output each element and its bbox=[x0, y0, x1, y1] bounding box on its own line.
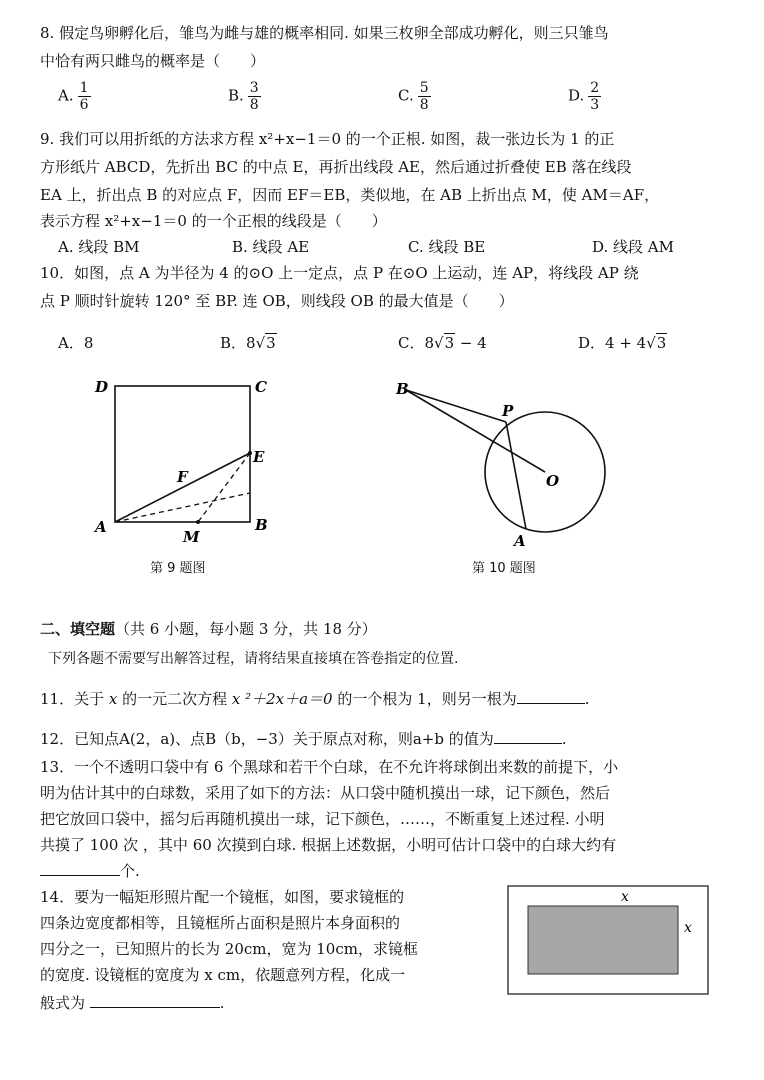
q13-line4: 共摸了 100 次 ，其中 60 次摸到白球. 根据上述数据，小明可估计口袋中的白球大约有 bbox=[40, 836, 617, 854]
q13-line1: 13．一个不透明口袋中有 6 个黑球和若干个白球，在不允许将球倒出来数的前提下，小 bbox=[40, 758, 619, 776]
fig9-label-f: F bbox=[177, 468, 188, 486]
fig9-label-b: B bbox=[255, 516, 268, 534]
section2-meta: （共 6 小题，每小题 3 分，共 18 分） bbox=[115, 620, 377, 638]
figure-10 bbox=[390, 370, 620, 550]
q9-line1: 9. 我们可以用折纸的方法求方程 x²+x−1＝0 的一个正根. 如图，裁一张边长为 1 的正 bbox=[40, 130, 615, 148]
section2-heading bbox=[40, 616, 377, 642]
fig9-square bbox=[115, 386, 250, 522]
q11-answer-blank bbox=[517, 687, 585, 704]
q14-answer-blank bbox=[90, 991, 220, 1008]
q9-option-c: C. 线段 BE bbox=[408, 238, 486, 256]
q10-option-b: B．8√3 bbox=[220, 334, 276, 352]
q14-line2: 四条边宽度都相等，且镜框所占面积是照片本身面积的 bbox=[40, 914, 401, 932]
sqrt-icon: √ bbox=[434, 334, 444, 352]
q10-line2: 点 P 顺时针旋转 120° 至 BP. 连 OB，则线段 OB 的最大值是（ ） bbox=[40, 292, 514, 310]
fig9-label-e: E bbox=[253, 448, 265, 466]
fig9-label-c: C bbox=[255, 378, 267, 396]
q14-line5: 般式为 . bbox=[40, 990, 225, 1016]
section2-title: 二、填空题 bbox=[40, 620, 116, 638]
q9-option-b: B. 线段 AE bbox=[232, 238, 310, 256]
q10-option-c: C．8√3 − 4 bbox=[398, 334, 487, 352]
q11-line: 11．关于 x 的一元二次方程 x ²＋2x＋a＝0 的一个根为 1，则另一根为 . bbox=[40, 686, 589, 712]
sqrt-icon: √ bbox=[255, 334, 266, 352]
fig10-caption: 第 10 题图 bbox=[472, 561, 536, 576]
q10-line1: 10．如图，点 A 为半径为 4 的⊙O 上一定点，点 P 在⊙O 上运动，连 AP，将线段 AP 绕 bbox=[40, 264, 639, 282]
q14-line4: 的宽度. 设镜框的宽度为 x cm，依题意列方程，化成一 bbox=[40, 966, 406, 984]
fig10-label-a: A bbox=[514, 532, 526, 550]
fig10-segment-pa bbox=[506, 422, 526, 529]
q9-line4: 表示方程 x²+x−1＝0 的一个正根的线段是（ ） bbox=[40, 212, 387, 230]
figure-9 bbox=[85, 370, 285, 550]
q8-option-b-fraction: $\frac{3}{8}$ bbox=[249, 80, 259, 113]
q13-line2: 明为估计其中的白球数，采用了如下的方法：从口袋中随机摸出一球，记下颜色，然后 bbox=[40, 784, 611, 802]
fig9-label-d: D bbox=[95, 378, 109, 396]
q14-line1: 14．要为一幅矩形照片配一个镜框，如图，要求镜框的 bbox=[40, 888, 405, 906]
q8-option-c: C. $\frac{5}{8}$ bbox=[398, 80, 429, 113]
q14-line3: 四分之一，已知照片的长为 20cm，宽为 10cm，求镜框 bbox=[40, 940, 418, 958]
q8-option-a: A. $\frac{1}{6}$ bbox=[58, 80, 89, 113]
fig9-segment-ae bbox=[115, 453, 250, 522]
fig10-segment-bp bbox=[406, 390, 506, 422]
fig9-label-a: A bbox=[95, 518, 107, 536]
q8-option-a-fraction: $\frac{1}{6}$ bbox=[79, 80, 89, 113]
fig9-fold-line-em bbox=[198, 453, 250, 522]
fig10-label-o: O bbox=[546, 472, 560, 490]
q13-line5: 个. bbox=[40, 858, 140, 884]
fig9-fold-line bbox=[115, 493, 250, 522]
q12-line: 12．已知点A(2，a)、点B（b，−3）关于原点对称，则a+b 的值为 . bbox=[40, 726, 567, 752]
q9-option-d: D. 线段 AM bbox=[592, 238, 674, 256]
fig9-point-e bbox=[248, 451, 252, 455]
fig10-label-p: P bbox=[502, 402, 514, 420]
q9-line3: EA 上，折出点 B 的对应点 F，因而 EF＝EB，类似地，在 AB 上折出点 M，使 AM＝AF， bbox=[40, 186, 660, 204]
sqrt-icon: √ bbox=[646, 334, 656, 352]
q8-option-d: D. $\frac{2}{3}$ bbox=[568, 80, 600, 113]
q8-line1: 8. 假定鸟卵孵化后，雏鸟为雌与雄的概率相同. 如果三枚卵全部成功孵化，则三只雏鸟 bbox=[40, 24, 609, 42]
q13-answer-blank bbox=[40, 859, 120, 876]
fig14-photo bbox=[528, 906, 678, 974]
section2-instruction: 下列各题不需要写出解答过程，请将结果直接填在答卷指定的位置. bbox=[48, 651, 459, 667]
fig9-caption: 第 9 题图 bbox=[150, 561, 206, 576]
figure-14 bbox=[500, 882, 720, 1000]
fig10-label-b: B bbox=[396, 380, 409, 398]
fig9-point-m bbox=[196, 520, 200, 524]
q10-option-d: D．4 + 4√3 bbox=[578, 334, 667, 352]
q8-option-c-fraction: $\frac{5}{8}$ bbox=[419, 80, 429, 113]
fig14-label-right: x bbox=[684, 920, 692, 936]
q8-line2: 中恰有两只雌鸟的概率是（ ） bbox=[40, 52, 266, 70]
q9-line2: 方形纸片 ABCD，先折出 BC 的中点 E，再折出线段 AE，然后通过折叠使 EB 落在线段 bbox=[40, 158, 632, 176]
q8-option-d-fraction: $\frac{2}{3}$ bbox=[590, 80, 600, 113]
q13-line3: 把它放回口袋中，摇匀后再随机摸出一球，记下颜色，……，不断重复上述过程. 小明 bbox=[40, 810, 605, 828]
fig9-label-m: M bbox=[183, 528, 200, 546]
fig10-segment-bo bbox=[406, 390, 545, 472]
q12-answer-blank bbox=[494, 727, 562, 744]
q8-option-b: B. $\frac{3}{8}$ bbox=[228, 80, 259, 113]
q9-option-a: A. 线段 BM bbox=[58, 238, 140, 256]
q10-option-a: A．8 bbox=[58, 334, 94, 352]
fig14-label-top: x bbox=[621, 889, 629, 905]
